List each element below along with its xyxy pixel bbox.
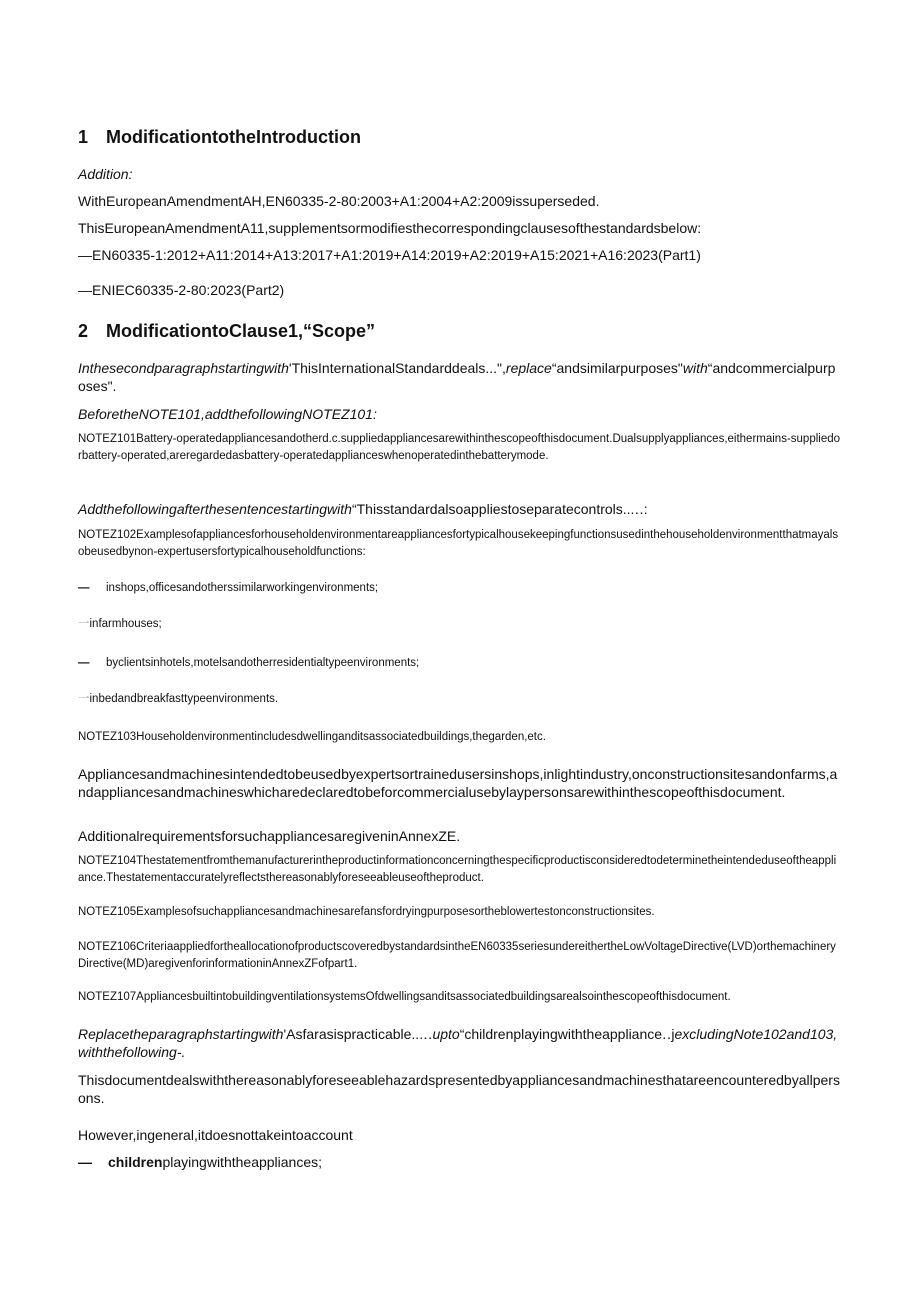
instruction-text: Replacetheparagraphstartingwith [78,1026,284,1042]
instruction-paragraph: BeforetheNOTE101,addthefollowingNOTEZ101: [78,406,377,422]
quoted-text: 'Asfarasispracticable...‥ [283,1026,433,1042]
paragraph: Appliancesandmachinesintendedtobeusedbyexpertsortrainedusersinshops,inlightindustry,onconstructionsitesandonfarms,andappliancesandmachineswhicharedeclaredtobeforcommercialusebylaypersonsarewithinthescopeofthisdocument. [78,766,838,800]
list-item-text: inshops,officesandotherssimilarworkingenvironments; [106,582,379,594]
quoted-text: “andsimilarpurposes" [551,360,683,376]
paragraph: However,ingeneral,itdoesnottakeintoaccount [78,1127,353,1143]
section-1-heading [78,127,361,148]
list-item [78,691,842,708]
note-z107: NOTEZ107AppliancesbuiltintobuildingventilationsystemsOfdwellingsanditsassociatedbuildingsarealsointhescopeofthisdocument. [78,991,731,1003]
list-item [78,580,842,597]
list-item [78,616,842,633]
dash-bullet: — [78,1154,92,1170]
list-item [78,655,842,672]
dash-bullet: 一 [78,693,90,705]
section-title: ModificationtotheIntroduction [106,127,361,147]
dash-bullet: — [78,657,90,669]
quoted-text: 'ThisInternationalStandarddeals...", [288,360,506,376]
section-title: ModificationtoClause1,“Scope” [106,321,376,341]
list-item-text: byclientsinhotels,motelsandotherresidentialtypeenvironments; [106,657,420,669]
instruction-text: upto [432,1026,460,1042]
note-z101: NOTEZ101Battery-operatedappliancesandotherd.c.suppliedappliancesarewithinthescopeofthisdocument.Dualsupplyappliances,eithermains-suppliedorbattery-operated,areregardedasbattery-operatedapplianceswhenoperatedinthebatterymode. [78,433,841,462]
instruction-text: replace [505,360,552,376]
instruction-text: Inthesecondparagraphstartingwith [78,360,289,376]
note-z105: NOTEZ105Examplesofsuchappliancesandmachinesarefansfordryingpurposesortheblowertestonconstructionsites. [78,906,655,918]
section-2-heading [78,321,375,342]
dash-bullet: — [78,582,90,594]
standard-reference: —ENIEC60335-2-80:2023(Part2) [78,282,285,298]
instruction-paragraph [78,1025,842,1061]
addition-label: Addition: [78,166,133,182]
paragraph: ThisEuropeanAmendmentA11,supplementsormodifiesthecorrespondingclausesofthestandardsbelow: [78,220,702,236]
note-z102: NOTEZ102Examplesofappliancesforhouseholdenvironmentareappliancesfortypicalhousekeepingfunctionsusedinthehouseholdenvironmentthatmayalsobeusedbynon-expertusersfortypicalhouseholdfunctions: [78,529,839,558]
bold-term: children [108,1154,163,1170]
instruction-paragraph [78,500,842,518]
instruction-text: Addthefollowingafterthesentencestartingwith [78,501,352,517]
section-number: 2 [78,321,89,341]
paragraph: WithEuropeanAmendmentAH,EN60335-2-80:2003+A1:2004+A2:2009issuperseded. [78,193,600,209]
instruction-paragraph [78,359,842,395]
standard-reference: —EN60335-1:2012+A11:2014+A13:2017+A1:2019+A14:2019+A2:2019+A15:2021+A16:2023(Part1) [78,247,701,263]
list-item-text: inbedandbreakfasttypeenvironments. [89,693,279,705]
paragraph: Thisdocumentdealswiththereasonablyforeseeablehazardspresentedbyappliancesandmachinesthatareencounteredbyallpersons. [78,1072,840,1106]
instruction-text: excludingNote102and103,withthefollowing-. [78,1026,838,1060]
quoted-text: “childrenplayingwiththeappliance‥j [459,1026,675,1042]
quoted-text: “Thisstandardalsoappliestoseparatecontrols...‥: [351,501,648,517]
list-item-text: infarmhouses; [89,618,162,630]
quoted-text: “andcommercialpurposes". [78,360,836,394]
list-item [78,1153,842,1171]
note-z104: NOTEZ104Thestatementfromthemanufacturerintheproductinformationconcerningthespecificproductisconsideredtodeterminetheintendeduseoftheappliance.Thestatementaccuratelyreflectsthereasonablyforeseeableuseoftheproduct. [78,855,837,884]
note-z106: NOTEZ106CriteriaappliedfortheallocationofproductscoveredbystandardsintheEN60335seriesundereithertheLowVoltageDirective(LVD)orthemachineryDirective(MD)aregivenforinformationinAnnexZFofpart1. [78,941,836,970]
list-item-text: playingwiththeappliances; [162,1154,323,1170]
paragraph: AdditionalrequirementsforsuchappliancesaregiveninAnnexZE. [78,828,461,844]
section-number: 1 [78,127,89,147]
dash-bullet: 一 [78,618,90,630]
instruction-text: with [682,360,708,376]
note-z103: NOTEZ103Householdenvironmentincludesdwellinganditsassociatedbuildings,thegarden,etc. [78,731,546,743]
